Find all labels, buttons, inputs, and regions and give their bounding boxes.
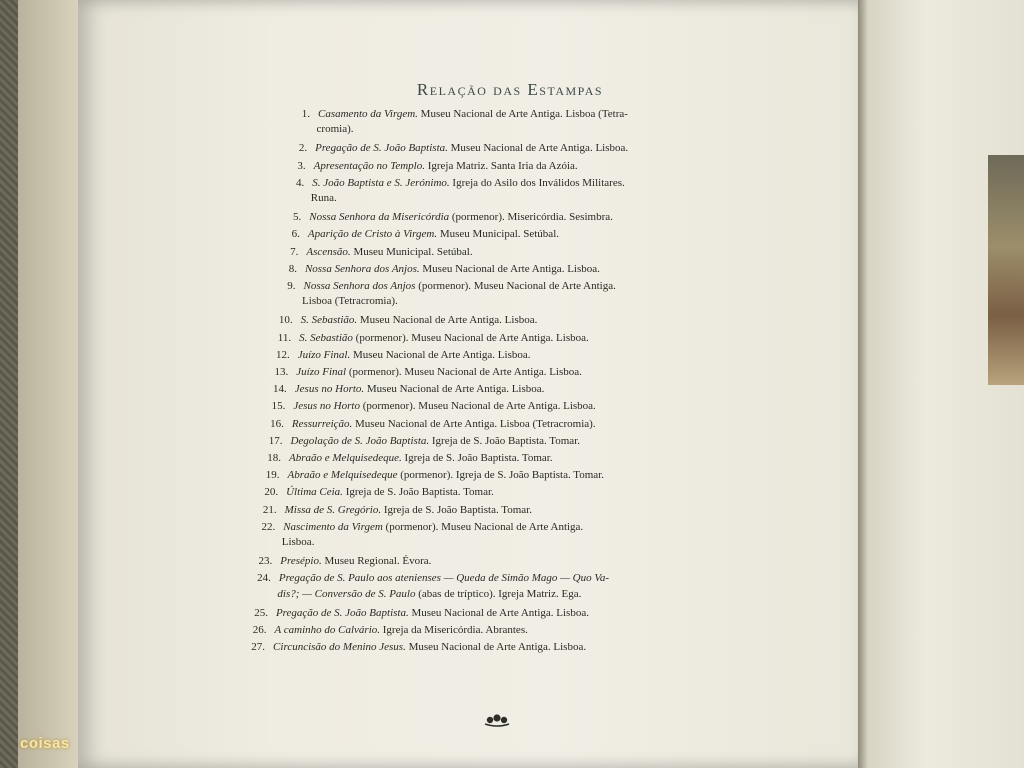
plate-number: 8.	[288, 262, 297, 275]
plate-number: 4.	[295, 176, 305, 189]
plate-location: Museu Nacional de Arte Antiga. Lisboa (Tetracromia).	[352, 417, 596, 430]
plate-description	[288, 469, 604, 482]
plate-description	[279, 572, 609, 585]
plate-number: 19.	[265, 469, 280, 482]
plate-title: Jesus no Horto	[293, 400, 360, 413]
plate-location: Museu Nacional de Arte Antiga. Lisboa.	[447, 142, 629, 155]
plate-location: (pormenor). Museu Nacional de Arte Antiga. Lisboa.	[359, 400, 596, 413]
plate-location-continued: Lisboa (Tetracromia).	[302, 295, 398, 308]
plate-description	[276, 607, 589, 620]
plate-number: 10.	[278, 314, 293, 327]
plate-number: 22.	[261, 520, 276, 533]
plate-number: 2.	[298, 142, 308, 155]
plate-number: 24.	[257, 572, 271, 585]
plate-title-continued: dis?; — Conversão de S. Paulo	[277, 587, 416, 600]
plate-title: Presépio.	[280, 555, 322, 568]
plate-number: 20.	[264, 486, 279, 499]
plate-number: 26.	[252, 624, 267, 636]
plate-description	[296, 366, 582, 379]
plate-title: Última Ceia.	[286, 486, 343, 499]
plate-location-continued: cromia).	[316, 123, 354, 136]
plate-number: 9.	[287, 280, 296, 292]
plate-location: Igreja de S. João Baptista. Tomar.	[381, 503, 532, 516]
plate-description	[285, 504, 532, 517]
plate-description	[289, 452, 553, 465]
plate-number: 23.	[258, 555, 273, 568]
plate-location: Museu Nacional de Arte Antiga. Lisboa (Tetra-	[417, 108, 628, 120]
plate-title: Jesus no Horto.	[294, 383, 365, 396]
plate-description-continued	[282, 536, 315, 549]
plate-description	[293, 400, 595, 413]
plate-title: S. Sebastião.	[300, 314, 358, 327]
plate-description	[298, 349, 531, 362]
plate-location: Museu Nacional de Arte Antiga. Lisboa.	[364, 383, 545, 396]
plate-description-continued	[317, 123, 354, 136]
plate-description	[286, 486, 494, 499]
plate-location: Museu Nacional de Arte Antiga. Lisboa.	[350, 348, 531, 361]
plate-description	[290, 435, 580, 448]
plate-title: Ressurreição.	[291, 417, 353, 430]
plate-location: Museu Nacional de Arte Antiga. Lisboa.	[405, 641, 587, 654]
plate-description	[305, 263, 600, 276]
cover-edge	[18, 0, 78, 768]
plate-location: (pormenor). Igreja de S. João Baptista. Tomar.	[397, 469, 604, 482]
floral-ornament-icon	[482, 712, 512, 728]
plate-description	[280, 555, 431, 568]
plate-description	[315, 142, 628, 155]
plate-location: Igreja de S. João Baptista. Tomar.	[401, 452, 553, 464]
plate-description	[292, 418, 596, 431]
plate-number: 6.	[291, 228, 300, 241]
plate-location: Igreja de S. João Baptista. Tomar.	[342, 486, 494, 499]
plate-description	[318, 108, 628, 121]
plate-title: S. João Baptista e S. Jerónimo.	[312, 176, 450, 189]
plate-location: (pormenor). Misericórdia. Sesimbra.	[449, 211, 613, 224]
plate-number: 21.	[262, 503, 277, 516]
plate-title: Nossa Senhora dos Anjos.	[304, 262, 420, 275]
plate-title: S. Sebastião	[299, 331, 353, 344]
plate-location: Igreja de S. João Baptista. Tomar.	[429, 434, 580, 447]
plate-number: 11.	[277, 331, 292, 344]
plate-title: Juízo Final	[296, 366, 347, 378]
plate-number: 27.	[251, 641, 266, 654]
plate-title: Juízo Final.	[297, 348, 351, 361]
plate-location: (pormenor). Museu Nacional de Arte Antiga. Lisboa.	[352, 331, 589, 344]
plate-description	[304, 280, 616, 293]
plate-location: Museu Municipal. Setúbal.	[350, 245, 473, 258]
plate-description-continued	[277, 588, 581, 601]
plate-location: Museu Municipal. Setúbal.	[437, 228, 559, 241]
plate-location: Museu Regional. Évora.	[321, 555, 432, 568]
plate-title: Missa de S. Gregório.	[284, 503, 382, 516]
plate-number: 1.	[301, 108, 310, 120]
plate-description	[275, 624, 528, 637]
plate-location: Museu Nacional de Arte Antiga. Lisboa.	[408, 606, 589, 619]
plate-description	[295, 383, 545, 396]
plate-number: 7.	[290, 245, 299, 258]
plate-title: Pregação de S. João Baptista.	[315, 142, 448, 155]
plate-number: 18.	[267, 452, 281, 464]
plate-location: Museu Nacional de Arte Antiga. Lisboa.	[357, 314, 538, 327]
plate-location: Museu Nacional de Arte Antiga. Lisboa.	[419, 262, 600, 275]
plate-description	[308, 228, 559, 241]
plate-number: 16.	[270, 417, 284, 430]
plate-location: Igreja Matriz. Santa Iria da Azóia.	[424, 159, 578, 172]
plate-description-continued	[311, 192, 337, 205]
plate-description-continued	[302, 295, 398, 308]
plate-title: Degolação de S. João Baptista.	[290, 434, 430, 447]
plate-number: 14.	[273, 383, 287, 396]
plate-title: Nossa Senhora da Misericórdia	[309, 211, 450, 224]
plate-location: (pormenor). Museu Nacional de Arte Antiga.	[415, 280, 616, 292]
plate-title: Casamento da Virgem.	[318, 108, 418, 120]
page-title: Relação das Estampas	[416, 80, 604, 99]
plate-location: (pormenor). Museu Nacional de Arte Antiga. Lisboa.	[346, 366, 582, 378]
plate-title: Abraão e Melquisedeque.	[289, 452, 402, 464]
plate-location-continued: Runa.	[310, 192, 337, 204]
plate-number: 17.	[268, 434, 283, 447]
plate-title: A caminho do Calvário.	[274, 624, 381, 636]
adjacent-plate-image	[988, 155, 1024, 385]
plate-title: Nossa Senhora dos Anjos	[303, 280, 416, 292]
plate-description	[283, 521, 583, 534]
plate-number: 3.	[297, 159, 306, 172]
plate-location-continued: Lisboa.	[281, 536, 315, 548]
plate-location: Igreja do Asilo dos Inválidos Militares.	[449, 176, 625, 189]
plate-title: Nascimento da Virgem	[283, 520, 383, 533]
plate-title: Pregação de S. João Baptista.	[275, 606, 409, 619]
plate-title: Ascensão.	[306, 245, 351, 258]
plate-number: 25.	[254, 606, 268, 619]
plate-description	[273, 641, 586, 654]
plate-number: 15.	[271, 400, 286, 413]
plate-description	[312, 177, 625, 190]
plate-title: Pregação de S. Paulo aos atenienses — Queda de Simão Mago — Quo Va-	[278, 572, 609, 585]
plate-description	[306, 246, 472, 259]
plate-location: (pormenor). Museu Nacional de Arte Antiga.	[382, 520, 584, 533]
plate-number: 5.	[293, 211, 302, 224]
plate-description	[299, 332, 589, 345]
plate-number: 13.	[274, 366, 289, 378]
plate-title: Aparição de Cristo à Virgem.	[307, 228, 438, 241]
plate-location-continued: (abas de tríptico). Igreja Matriz. Ega.	[415, 587, 582, 600]
plate-title: Abraão e Melquisedeque	[287, 469, 398, 482]
plate-description	[309, 211, 613, 224]
plate-title: Apresentação no Templo.	[313, 159, 425, 172]
watermark-logo: coisas	[20, 735, 70, 752]
plate-title: Circuncisão do Menino Jesus.	[273, 641, 406, 654]
plate-location: Igreja da Misericórdia. Abrantes.	[380, 624, 528, 636]
plate-description	[314, 160, 578, 173]
plate-description	[301, 314, 538, 327]
plate-number: 12.	[275, 348, 290, 361]
